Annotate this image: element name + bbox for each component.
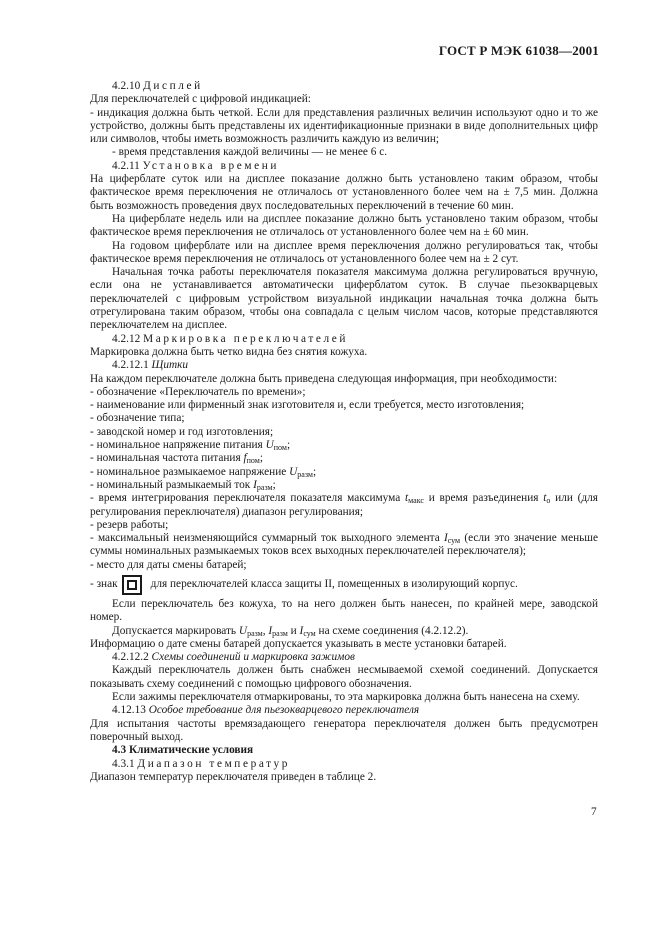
- section-title: Щитки: [151, 359, 189, 372]
- section-number: 4.2.12.2: [112, 651, 149, 664]
- paragraph: Для испытания частоты времязадающего генератора переключателя должен быть предусмотрен поверочный выход.: [90, 717, 598, 743]
- symbol-subscript: o: [546, 496, 551, 506]
- paragraph: Каждый переключатель должен быть снабжен несмываемой схемой соединений. Допускается показывать схему соединений с помощью цифрового обозначения.: [90, 664, 598, 690]
- item-text: (если это значение меньше суммы номинальных размыкаемых токов всех выходных переключателей переключателя);: [90, 532, 599, 558]
- paragraph: На циферблате суток или на дисплее показание должно быть установлено таким образом, чтобы фактическое время переключения не отличалось от установленного более чем на ± 7,5 мин. Должна быть возможность проведения двух последовательных переключений в течение 60 мин.: [90, 173, 598, 212]
- item-text: на схеме соединения (4.2.12.2).: [315, 624, 469, 637]
- item-text: ,: [262, 624, 269, 637]
- paragraph: Информацию о дате смены батарей допускается указывать в месте установки батарей.: [90, 637, 507, 650]
- list-item: - место для даты смены батарей;: [90, 558, 247, 571]
- section-number: 4.2.10: [112, 80, 141, 92]
- symbol-subscript: макс: [408, 496, 424, 506]
- symbol-subscript: сум: [303, 628, 316, 638]
- page-body: [90, 80, 598, 784]
- paragraph: Если переключатель без кожуха, то на него должен быть нанесен, по крайней мере, заводской номер.: [90, 597, 598, 624]
- item-text: - номинальное напряжение питания: [90, 439, 266, 452]
- list-item: - резерв работы;: [90, 518, 169, 531]
- list-item: [90, 479, 598, 492]
- symbol-subscript: пом: [246, 456, 260, 466]
- item-text: - знак: [90, 578, 118, 591]
- list-item-class-ii-sign: [90, 575, 598, 595]
- section-number: 4.2.11: [112, 159, 140, 172]
- list-item: [90, 439, 598, 452]
- item-text: - максимальный неизменяющийся суммарный ток выходного элемента: [90, 532, 444, 545]
- symbol-subscript: разм: [297, 469, 313, 479]
- page-number: 7: [591, 806, 597, 818]
- section-number: 4.2.12: [112, 332, 141, 345]
- item-text: или (для регулирования переключателя) диапазон регулирования;: [90, 492, 598, 518]
- symbol-subscript: сум: [447, 536, 461, 546]
- section-number: 4.3.1: [112, 757, 135, 770]
- item-text: - номинальное размыкаемое напряжение: [90, 465, 290, 478]
- paragraph: Если зажимы переключателя отмаркированы, то эта маркировка должна быть нанесена на схему.: [112, 691, 580, 704]
- section-number: 4.12.13: [112, 704, 146, 717]
- paragraph: Диапазон температур переключателя приведен в таблице 2.: [90, 770, 377, 783]
- symbol: U: [289, 465, 298, 478]
- symbol: I: [253, 478, 257, 491]
- heading-4-12-13: [90, 704, 598, 717]
- section-title: Диапазон температур: [137, 757, 291, 770]
- item-text: ;: [312, 465, 317, 478]
- document-header: ГОСТ Р МЭК 61038—2001: [438, 43, 599, 58]
- list-item: [90, 466, 598, 479]
- list-item: - обозначение типа;: [90, 412, 185, 425]
- symbol: I: [268, 624, 273, 637]
- list-item: - заводской номер и год изготовления;: [90, 425, 274, 438]
- heading-4-2-12-1: [90, 359, 598, 372]
- section-title: Схемы соединений и маркировка зажимов: [151, 651, 355, 664]
- list-item: [90, 532, 598, 559]
- item-text: Допускается маркировать: [112, 624, 239, 637]
- item-text: ;: [286, 439, 291, 452]
- symbol: I: [443, 532, 448, 545]
- paragraph: [90, 625, 598, 638]
- list-item: - индикация должна быть четкой. Если для представления различных величин используют одно и то же устройство, должны быть представлены их идентификационные признаки в виде дополнительных цифр или символов, чтобы иметь возможность различить каждую из величин;: [90, 106, 598, 146]
- symbol: U: [265, 439, 274, 452]
- item-text: ;: [259, 452, 263, 465]
- section-title: Маркировка переключателей: [143, 332, 349, 345]
- symbol-subscript: разм: [272, 628, 288, 638]
- heading-4-3: [90, 744, 598, 757]
- symbol-subscript: пом: [273, 443, 287, 453]
- paragraph: На циферблате недель или на дисплее показание должно быть установлено таким образом, чтобы фактическое время переключения не отличалось от установленного более чем на ± 60 мин.: [90, 212, 598, 239]
- item-text: и: [287, 624, 300, 637]
- list-item: - время представления каждой величины — не менее 6 с.: [112, 146, 388, 159]
- heading-4-3-1: [90, 758, 598, 771]
- list-item: [90, 452, 598, 465]
- heading-4-2-12-2: [90, 651, 598, 664]
- item-text: для переключателей класса защиты II, помещенных в изолирующий корпус.: [150, 578, 518, 591]
- symbol: f: [243, 452, 247, 465]
- list-item: - наименование или фирменный знак изготовителя и, если требуется, место изготовления;: [90, 399, 525, 412]
- paragraph: Для переключателей с цифровой индикацией:: [90, 93, 311, 106]
- paragraph: Начальная точка работы переключателя показателя максимума должна регулироваться вручную, если она не устанавливается автоматически циферблатом суток. В случае пьезокварцевых переключателей с цифровым устройством визуальной индикации начальная точка должна быть отрегулирована таким образом, чтобы она совпадала с целым числом часов, которые представляются переключателем на дисплее.: [90, 266, 598, 332]
- section-title: Установка времени: [142, 159, 280, 172]
- section-title: Климатические условия: [128, 744, 254, 757]
- list-item: - обозначение «Переключатель по времени»;: [90, 385, 306, 398]
- heading-4-2-11: [90, 160, 598, 173]
- item-text: - номинальная частота питания: [90, 452, 244, 465]
- item-text: ;: [272, 478, 276, 491]
- symbol: I: [299, 624, 304, 637]
- item-text: - время интегрирования переключателя показателя максимума: [90, 492, 406, 505]
- item-text: и время разъединения: [423, 492, 544, 505]
- symbol: U: [238, 624, 248, 637]
- symbol: t: [543, 492, 547, 505]
- heading-4-2-12: [90, 333, 598, 346]
- section-number: 4.2.12.1: [112, 359, 149, 372]
- double-square-icon: [122, 575, 142, 595]
- paragraph: На каждом переключателе должна быть приведена следующая информация, при необходимости:: [90, 372, 558, 385]
- symbol-subscript: разм: [256, 482, 273, 492]
- paragraph: Маркировка должна быть четко видна без снятия кожуха.: [90, 345, 368, 358]
- item-text: - номинальный размыкаемый ток: [90, 478, 254, 491]
- section-title: Дисплей: [143, 80, 203, 92]
- symbol: t: [405, 492, 409, 505]
- section-number: 4.3: [112, 744, 127, 757]
- heading-4-2-10: [90, 80, 598, 93]
- symbol-subscript: разм: [247, 628, 263, 638]
- list-item: [90, 492, 598, 519]
- section-title: Особое требование для пьезокварцевого переключателя: [148, 704, 420, 717]
- paragraph: На годовом циферблате или на дисплее время переключения должно регулироваться так, чтобы фактическое время переключения не отличалось от установленного более чем на ± 2 сут.: [90, 239, 598, 265]
